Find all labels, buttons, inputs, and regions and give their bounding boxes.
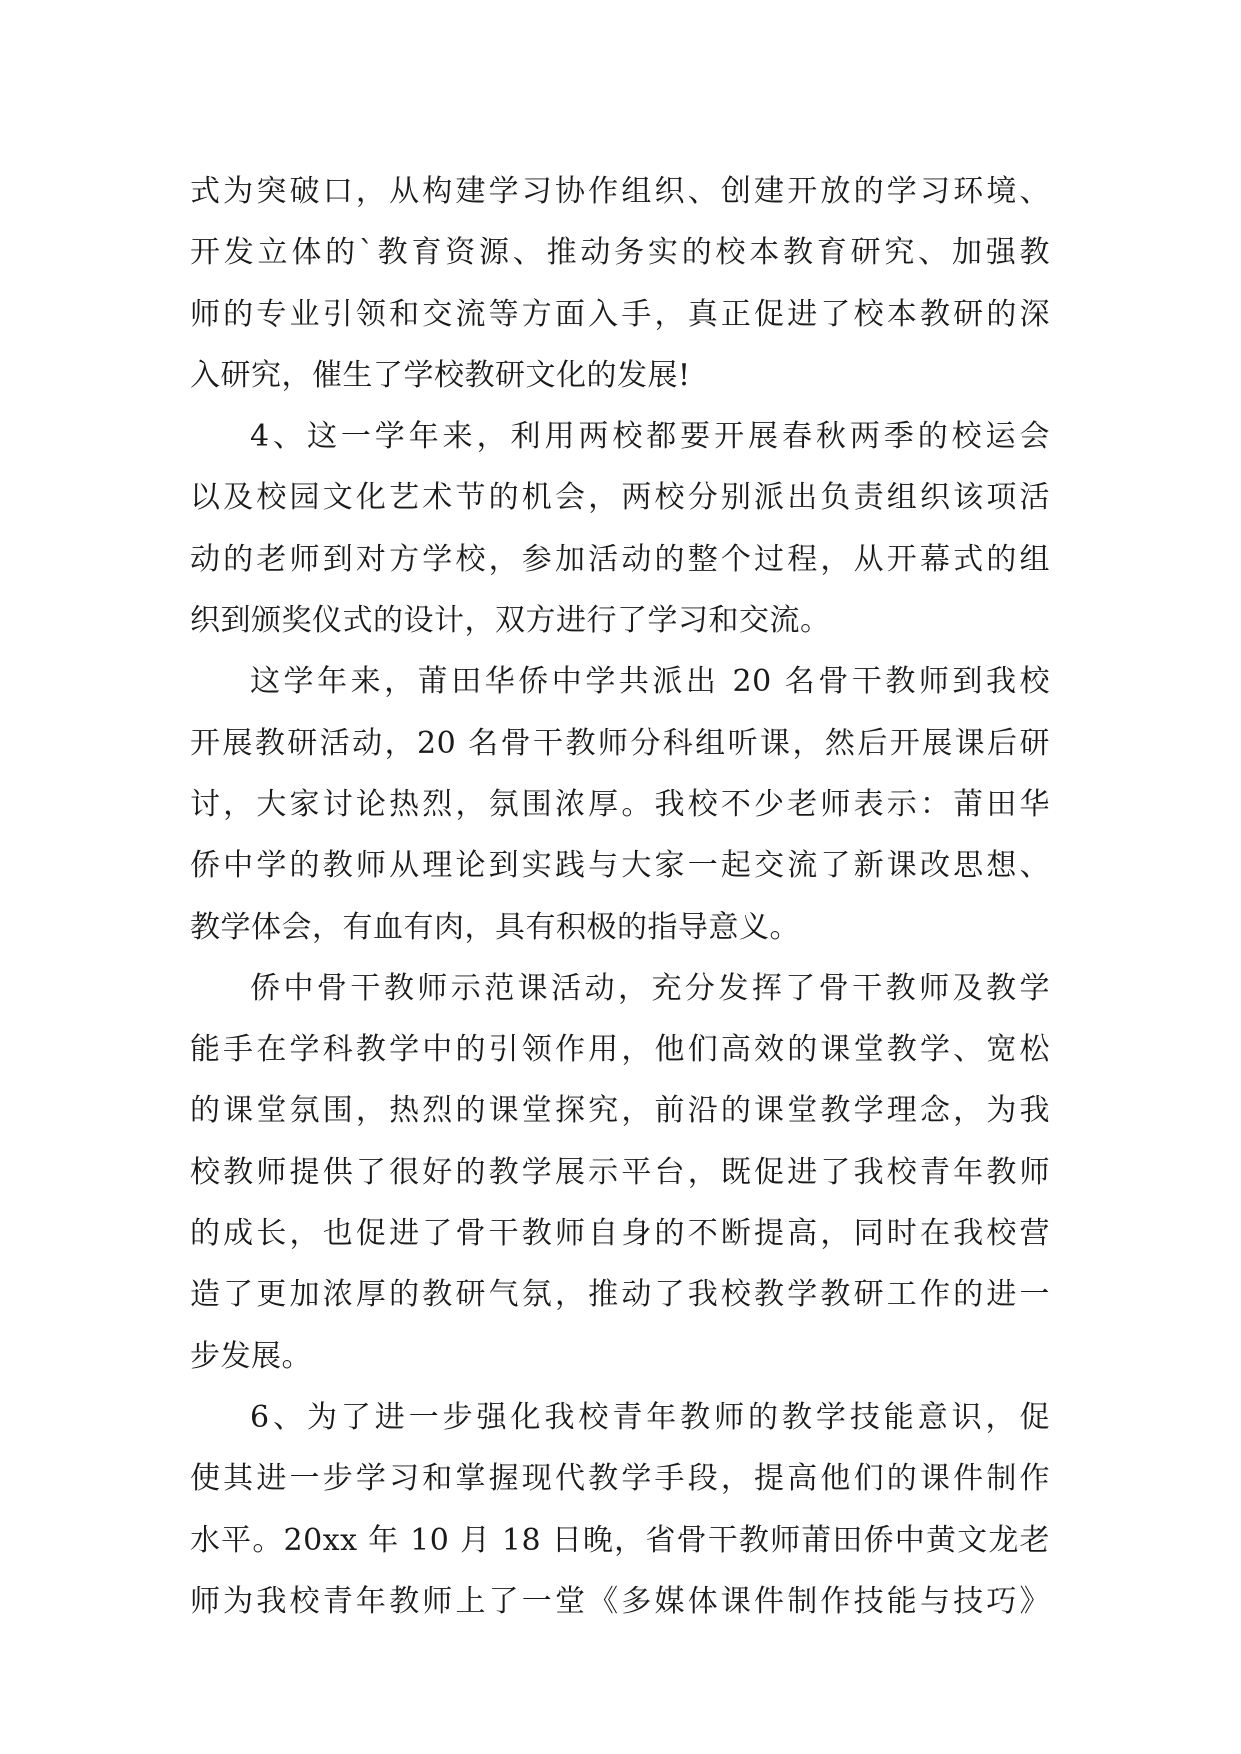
paragraph-2 [190,406,1050,651]
text-line: 水平。20xx 年 10 月 18 日晚，省骨干教师莆田侨中黄文龙老 [190,1522,1050,1558]
paragraph-1 [190,161,1050,406]
text-line: 的成长，也促进了骨干教师自身的不断提高，同时在我校营 [190,1216,1050,1252]
text-line: 6、为了进一步强化我校青年教师的教学技能意识，促 [250,1399,1050,1435]
text-line: 使其进一步学习和掌握现代教学手段，提高他们的课件制作 [190,1461,1050,1497]
text-line: 4、这一学年来，利用两校都要开展春秋两季的校运会 [250,419,1050,455]
body-text [190,161,1050,1632]
paragraph-5 [190,1387,1050,1632]
text-line: 式为突破口，从构建学习协作组织、创建开放的学习环境、 [190,174,1050,209]
paragraph-4 [190,958,1050,1387]
text-line: 师为我校青年教师上了一堂《多媒体课件制作技能与技巧》 [190,1583,1050,1619]
text-line: 动的老师到对方学校，参加活动的整个过程，从开幕式的组 [190,541,1050,577]
text-line: 造了更加浓厚的教研气氛，推动了我校教学教研工作的进一 [190,1277,1050,1313]
text-line: 师的专业引领和交流等方面入手，真正促进了校本教研的深 [190,296,1050,332]
text-line: 讨，大家讨论热烈，氛围浓厚。我校不少老师表示：莆田华 [190,786,1050,822]
text-line: 的课堂氛围，热烈的课堂探究，前沿的课堂教学理念，为我 [190,1093,1050,1129]
text-line: 开发立体的`教育资源、推动务实的校本教育研究、加强教 [190,235,1050,271]
text-line: 开展教研活动，20 名骨干教师分科组听课，然后开展课后研 [190,725,1050,761]
text-line: 侨中学的教师从理论到实践与大家一起交流了新课改思想、 [190,848,1050,884]
text-line: 校教师提供了很好的教学展示平台，既促进了我校青年教师 [190,1154,1050,1190]
text-line: 以及校园文化艺术节的机会，两校分别派出负责组织该项活 [190,480,1050,516]
text-line: 能手在学科教学中的引领作用，他们高效的课堂教学、宽松 [190,1032,1050,1068]
text-line: 教学体会，有血有肉，具有积极的指导意义。 [190,909,800,945]
text-line: 这学年来，莆田华侨中学共派出 20 名骨干教师到我校 [250,664,1050,700]
text-line: 织到颁奖仪式的设计，双方进行了学习和交流。 [190,603,831,639]
text-line: 步发展。 [190,1338,312,1374]
text-line: 侨中骨干教师示范课活动，充分发挥了骨干教师及教学 [250,970,1050,1006]
paragraph-3 [190,651,1050,957]
text-line: 入研究，催生了学校教研文化的发展! [190,357,691,393]
